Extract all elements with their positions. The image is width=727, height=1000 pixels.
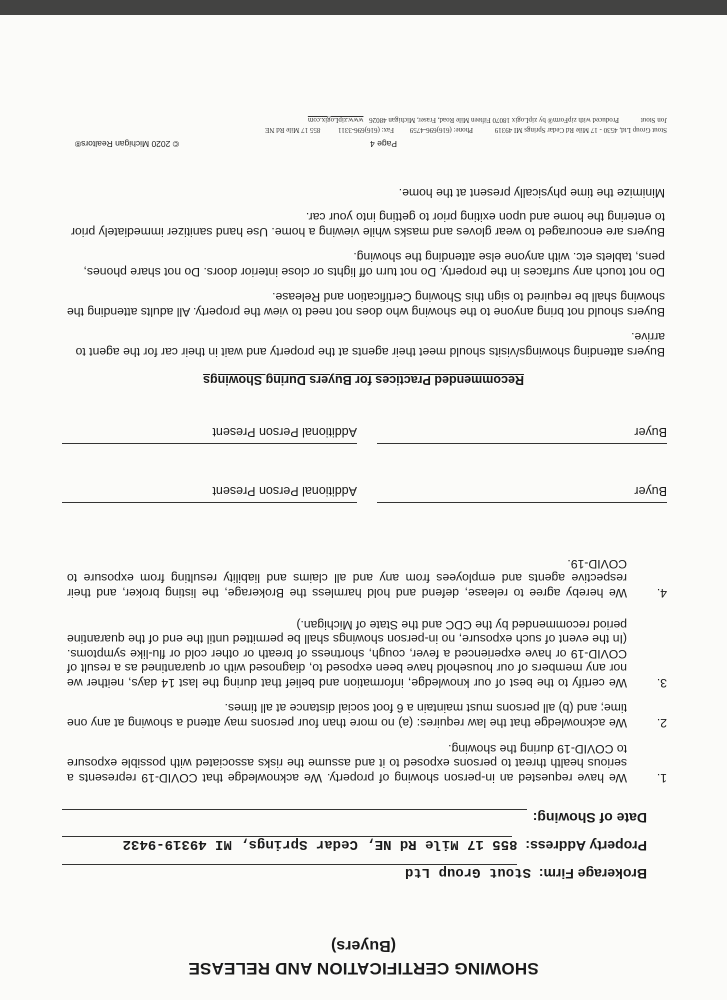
- date-underline: [62, 809, 527, 810]
- item-text: We acknowledge that the law requires: (a) no more than four persons may attend a showing at any one time; and (b) all persons must maintain a 6 foot social distance at all times.: [67, 701, 627, 730]
- item-text: We hereby agree to release, defend and hold harmless the Brokerage, the listing broker, and their respective agents and employees from any and all claims and liability resulting from exposure to COVID-19.: [67, 556, 627, 600]
- agent-name: Jon Stout: [640, 116, 667, 124]
- firm-info-line: [67, 126, 667, 134]
- document-title: SHOWING CERTIFICATION AND RELEASE: [188, 959, 539, 978]
- copyright: © 2020 Michigan Realtors®: [74, 139, 179, 149]
- additional-person-label-2: Additional Person Present: [212, 425, 357, 439]
- additional-person-label-1: Additional Person Present: [212, 484, 357, 498]
- brokerage-field: [62, 864, 647, 882]
- certification-item-2: [67, 698, 667, 730]
- recommended-paragraph-1: Buyers attending showings/visits should meet their agents at the property and wait in their car for the agent to arrive.: [75, 330, 665, 359]
- additional-person-signature-line-2[interactable]: [62, 443, 357, 444]
- recommended-paragraph-3: Do not touch any surfaces in the property. Do not turn off lights or close interior doors. Do not share phones, pens, tablets etc. with anyone else attending the showing.: [83, 250, 665, 279]
- producer-info-line: [67, 116, 667, 124]
- date-label: Date of Showing:: [532, 810, 647, 826]
- property-label: Property Address:: [525, 838, 647, 854]
- recommended-paragraph-5: Minimize the time physically present at the home.: [398, 186, 665, 200]
- document-subtitle: (Buyers): [331, 937, 396, 954]
- item-number: 4.: [656, 586, 667, 600]
- buyer-signature-line-1[interactable]: [377, 502, 667, 503]
- brokerage-underline: [62, 864, 517, 865]
- certification-item-1: [67, 737, 667, 785]
- certification-item-3: [67, 610, 667, 690]
- property-value[interactable]: 855 17 Mile Rd NE, Cedar Springs, MI 49319-9432: [122, 836, 518, 852]
- item-number: 1.: [656, 771, 667, 785]
- page-number: Page 4: [370, 139, 397, 149]
- brokerage-value[interactable]: Stout Group Ltd: [404, 864, 531, 880]
- buyer-label-2: Buyer: [634, 425, 667, 439]
- scan-edge: [0, 0, 727, 15]
- property-underline: [62, 836, 512, 837]
- item-number: 2.: [656, 716, 667, 730]
- date-field: [62, 808, 647, 826]
- item-text: We have requested an in-person showing of property. We acknowledge that COVID-19 represents a serious health threat to persons exposed to it and assume the risks associated with possible exposure to COVID-19 during the showing.: [67, 741, 627, 785]
- recommended-paragraph-2: Buyers should not bring anyone to the showing who does not need to view the property. All adults attending the showing shall be required to sign this Showing Certification and Release.: [66, 290, 665, 319]
- recommended-heading: Recommended Practices for Buyers During Showings: [203, 373, 524, 387]
- produced-by: Produced with zipForm® by zipLogix 18070 Fifteen Mile Road, Fraser, Michigan 48026: [369, 116, 619, 124]
- brokerage-label: Brokerage Firm:: [538, 866, 647, 882]
- firm-phone: Phone: (616)696-4759: [409, 126, 473, 134]
- ziplogix-link[interactable]: www.zipLogix.com: [307, 116, 364, 124]
- item-number: 3.: [656, 676, 667, 690]
- firm-fax: Fax: (616)696-3311: [338, 126, 395, 134]
- buyer-label-1: Buyer: [634, 484, 667, 498]
- additional-person-signature-line-1[interactable]: [62, 502, 357, 503]
- firm-line: Stout Group Ltd, 4530 - 17 Mile Rd Cedar Springs MI 49319: [494, 126, 667, 134]
- item-text: We certify to the best of our knowledge, information and belief that during the last 14 days, neither we nor any members of our household have been exposed to, diagnosed with or quarantined as a result of COVID-19 or have experienced a fever, cough, shortness of breath or other cold or flu-like symptoms. (In the event of such exposure, no in-person showings shall be permitted until the end of the quarantine period recommended by the CDC and the State of Michigan.): [67, 617, 627, 690]
- recommended-paragraph-4: Buyers are encouraged to wear gloves and masks while viewing a home. Use hand sanitizer immediately prior to entering the home and upon exiting prior to getting into your car.: [70, 210, 665, 239]
- certification-item-4: [67, 552, 667, 600]
- buyer-signature-line-2[interactable]: [377, 443, 667, 444]
- property-field: [62, 836, 647, 854]
- listing-address: 855 17 Mile Rd NE: [265, 126, 321, 134]
